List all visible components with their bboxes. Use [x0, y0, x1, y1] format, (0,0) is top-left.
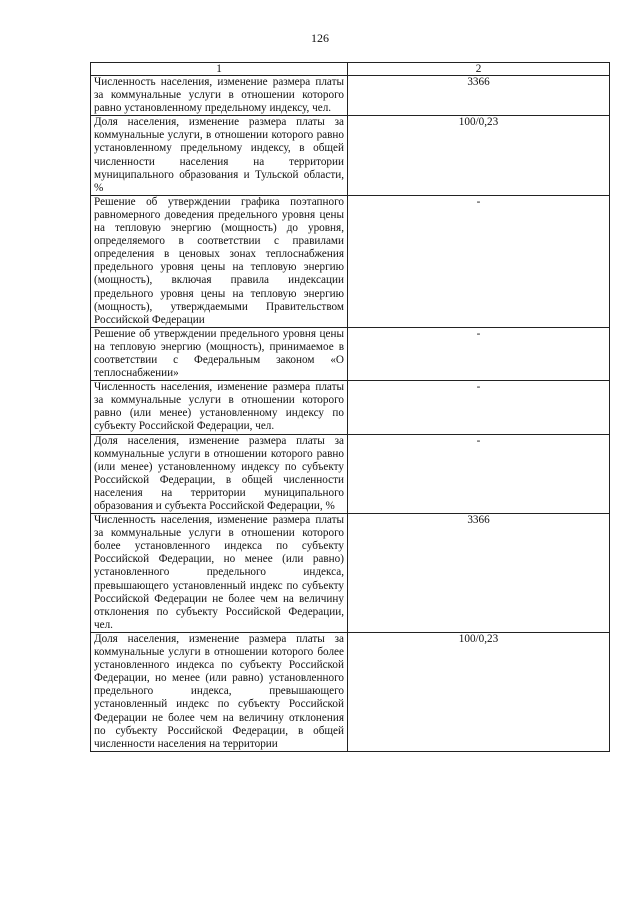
indicator-value: -: [348, 381, 610, 434]
column-header-2: 2: [348, 63, 610, 76]
indicator-value: -: [348, 195, 610, 327]
indicator-table: [90, 62, 610, 752]
indicator-value: -: [348, 327, 610, 380]
indicator-value: 3366: [348, 76, 610, 116]
table-row: [91, 434, 610, 514]
indicator-description: Численность населения, изменение размера платы за коммунальные услуги в отношении которого равно (или менее) установленному индексу по субъекту Российской Федерации, чел.: [91, 381, 348, 434]
indicator-value: 3366: [348, 514, 610, 633]
table-row: [91, 514, 610, 633]
page-number: 126: [311, 31, 329, 45]
indicator-description: Доля населения, изменение размера платы за коммунальные услуги, в отношении которого равно установленному предельному индексу, в общей численности населения на территории муниципального образования и Тульской области, %: [91, 116, 348, 196]
indicator-description: Численность населения, изменение размера платы за коммунальные услуги в отношении которого равно установленному предельному индексу, чел.: [91, 76, 348, 116]
table-row: [91, 195, 610, 327]
table-row: [91, 116, 610, 196]
indicator-description: Доля населения, изменение размера платы за коммунальные услуги в отношении которого равно (или менее) установленному индексу по субъекту Российской Федерации, в общей численности населения на территории муниципального образования и субъекта Российской Федерации, %: [91, 434, 348, 514]
table-header-row: [91, 63, 610, 76]
indicator-value: 100/0,23: [348, 116, 610, 196]
indicator-value: -: [348, 434, 610, 514]
indicator-description: Решение об утверждении предельного уровня цены на тепловую энергию (мощность), принимаемое в соответствии с Федеральным законом «О теплоснабжении»: [91, 327, 348, 380]
table-row: [91, 632, 610, 751]
indicator-description: Доля населения, изменение размера платы за коммунальные услуги в отношении которого более установленного индекса по субъекту Российской Федерации, но менее (или равно) установленного предельного индекса, превышающего установленный индекс по субъекту Российской Федерации не более чем на величину отклонения по субъекту Российской Федерации, в общей численности населения на территории: [91, 632, 348, 751]
table-row: [91, 76, 610, 116]
indicator-description: Численность населения, изменение размера платы за коммунальные услуги в отношении которого более установленного индекса по субъекту Российской Федерации, но менее (или равно) установленного предельного индекса, превышающего установленный индекс по субъекту Российской Федерации не более чем на величину отклонения по субъекту Российской Федерации, чел.: [91, 514, 348, 633]
table-row: [91, 381, 610, 434]
table-row: [91, 327, 610, 380]
column-header-1: 1: [91, 63, 348, 76]
indicator-value: 100/0,23: [348, 632, 610, 751]
indicator-description: Решение об утверждении графика поэтапного равномерного доведения предельного уровня цены на тепловую энергию (мощность) до уровня, определяемого в соответствии с правилами определения в ценовых зонах теплоснабжения предельного уровня цены на тепловую энергию (мощность), включая правила индексации предельного уровня цены на тепловую энергию (мощность), утверждаемыми Правительством Российской Федерации: [91, 195, 348, 327]
